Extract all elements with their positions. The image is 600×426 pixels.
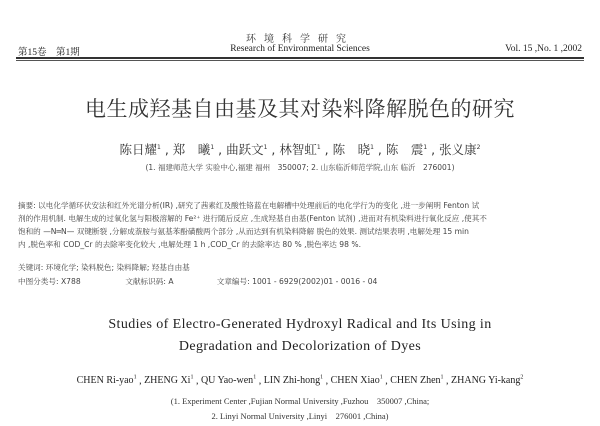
author-name: 陈日耀 xyxy=(119,142,158,157)
affiliation-mark: 1 xyxy=(190,375,194,381)
affiliation-mark: 2 xyxy=(476,143,481,151)
affiliation-mark: 1 xyxy=(316,143,321,151)
keywords-label: 关键词: xyxy=(18,263,44,272)
affiliation-mark: 1 xyxy=(157,143,161,151)
abstract-line: 摘要: 以电化学循环伏安法和红外光谱分析(IR) ,研究了茜素红及酸性铬蓝在电解槽中处理前后的电化学行为的变化 ,进一步阐明 Fenton 试 xyxy=(18,201,480,210)
journal-name-cn: 环境科学研究 xyxy=(246,34,354,45)
volume-issue-cn: 第15卷 第1期 xyxy=(18,48,80,58)
article-no-value: 1001 - 6929(2002)01 - 0016 - 04 xyxy=(252,277,378,286)
affiliation-mark: 1 xyxy=(133,375,137,381)
author-cn xyxy=(120,142,161,157)
keywords-line xyxy=(18,262,190,273)
author-en xyxy=(264,375,323,386)
affiliation-mark: 1 xyxy=(210,143,215,151)
author-cn xyxy=(386,142,427,157)
clc-value: X788 xyxy=(60,277,81,286)
article-title-en xyxy=(0,314,600,358)
author-name: CHEN Xiao xyxy=(330,375,380,387)
article-title-cn: 电生成羟基自由基及其对染料降解脱色的研究 xyxy=(85,97,515,121)
abstract-line: 内 ,脱色率和 COD_Cr 的去除率变化较大 ,电解处理 1 h ,COD_Cr 的去除率达 80 % ,脱色率达 98 %. xyxy=(18,240,361,249)
author-en xyxy=(144,375,193,386)
author-name: 陈 晓 xyxy=(332,142,371,157)
author-cn xyxy=(333,142,374,157)
affiliation-mark: 1 xyxy=(320,375,324,381)
affiliation-mark: 1 xyxy=(370,143,374,151)
affiliation-mark: 1 xyxy=(379,375,383,381)
author-en xyxy=(451,375,523,386)
title-en-line: Degradation and Decolorization of Dyes xyxy=(178,339,422,354)
header-divider xyxy=(16,57,584,61)
author-en xyxy=(331,375,383,386)
author-name: 林智虹 xyxy=(279,142,317,157)
affiliation-mark: 1 xyxy=(263,143,268,151)
author-cn xyxy=(226,142,267,157)
doc-code-value: A xyxy=(168,277,174,286)
affiliation-mark: 1 xyxy=(440,375,444,381)
author-name: 陈 震 xyxy=(385,142,424,157)
author-en xyxy=(77,375,137,386)
affiliation-en-1: (1. Experiment Center ,Fujian Normal University ,Fuzhou 350007 ,China; xyxy=(170,396,430,406)
author-name: 曲跃文 xyxy=(226,142,264,157)
author-list-en: CHEN Ri-yao$^1$ , ZHENG Xi$^1$ , QU Yao-wen$^1$ , LIN Zhi-hong$^1$ , CHEN Xiao$^1$ , CHEN Zhen$^1$ , ZHANG Yi-kang$^2$ xyxy=(76,375,524,387)
affiliation-mark: 1 xyxy=(423,143,428,151)
affiliation-en-2: 2. Linyi Normal University ,Linyi 276001 ,China) xyxy=(211,411,389,421)
journal-name-en: Research of Environmental Sciences xyxy=(230,44,370,54)
affiliation-mark: 2 xyxy=(520,375,524,381)
journal-header xyxy=(16,30,584,60)
author-list-cn: 陈日耀$^1$ , 郑 曦$^1$ , 曲跃文$^1$ , 林智虹$^1$ , 陈 晓$^1$ , 陈 震$^1$ , 张义康$^2$ xyxy=(119,142,481,157)
doc-code-label: 文献标识码: xyxy=(125,277,166,286)
author-name: ZHENG Xi xyxy=(144,375,191,387)
author-en xyxy=(201,375,256,386)
author-name: 郑 曦 xyxy=(172,142,211,157)
article-no-label: 文章编号: xyxy=(216,277,250,286)
author-name: CHEN Zhen xyxy=(390,375,441,387)
clc-label: 中图分类号: xyxy=(18,277,59,286)
author-cn xyxy=(173,142,214,157)
author-en xyxy=(390,375,443,386)
abstract-cn xyxy=(18,199,584,251)
title-en-line: Studies of Electro-Generated Hydroxyl Radical and Its Using in xyxy=(108,317,492,332)
abstract-line: 饱和的 —N═N— 双键断裂 ,分解成萘胺与氨基苯酚磺酸两个部分 ,从而达到有机染料降解 脱色的效果. 测试结果表明 ,电解处理 15 min xyxy=(18,227,469,236)
affiliation-mark: 1 xyxy=(253,375,257,381)
volume-issue-en: Vol. 15 ,No. 1 ,2002 xyxy=(505,44,582,54)
author-name: ZHANG Yi-kang xyxy=(451,375,521,387)
author-cn xyxy=(279,142,320,157)
classification-line xyxy=(18,276,377,287)
author-cn xyxy=(439,142,480,157)
author-name: 张义康 xyxy=(439,142,477,157)
abstract-line: 剂的作用机制. 电解生成的过氧化氢与阳极溶解的 Fe²⁺ 进行随后反应 ,生成羟基自由基(Fenton 试剂) ,进而对有机染料进行氧化反应 ,使其不 xyxy=(18,214,487,223)
author-name: QU Yao-wen xyxy=(200,375,254,387)
affiliation-cn: (1. 福建师范大学 实验中心,福建 福州 350007; 2. 山东临沂师范学院,山东 临沂 276001) xyxy=(145,163,455,172)
author-name: CHEN Ri-yao xyxy=(76,375,134,387)
author-name: LIN Zhi-hong xyxy=(263,375,321,387)
keywords-value: 环境化学; 染料脱色; 染料降解; 羟基自由基 xyxy=(45,263,190,272)
